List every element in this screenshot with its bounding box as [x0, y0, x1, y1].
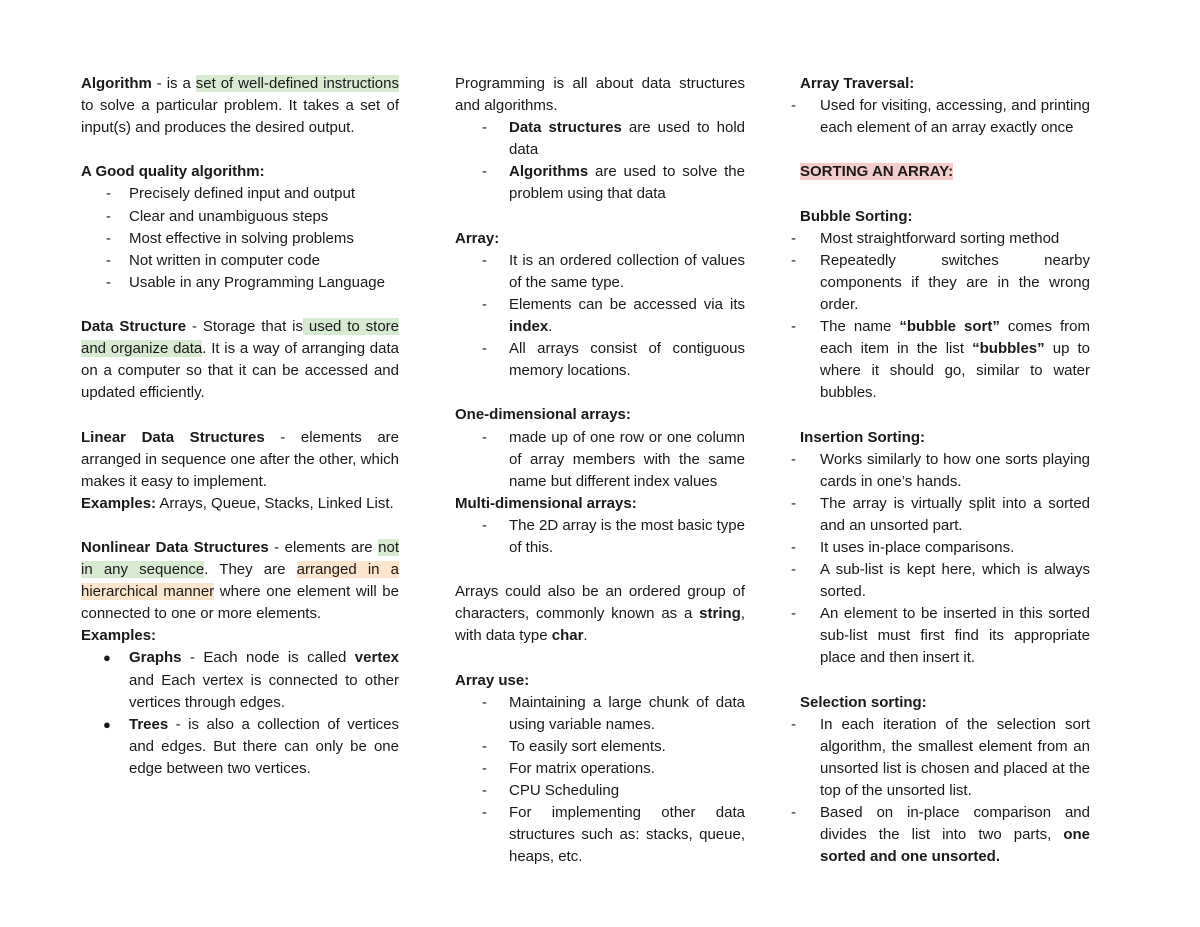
traversal-heading: Array Traversal:: [800, 75, 915, 92]
string-text-c: .: [583, 627, 588, 645]
data-structure-sep: - Storage that is: [186, 318, 303, 336]
item-end: .: [548, 318, 553, 336]
item-text: The name: [820, 318, 900, 336]
algorithm-highlight: set of well-defined instructions: [195, 75, 399, 92]
item-text: All arrays consist of contiguous memory locations.: [509, 340, 745, 380]
nonlinear-sep: - elements are: [268, 538, 379, 556]
linear-rest: - elements are arranged in sequence one after the other, which makes it easy to implement.: [81, 428, 399, 490]
dash-marker: -: [791, 450, 796, 468]
item-text: Repeatedly switches nearby components if they are in the wrong order.: [820, 251, 1090, 313]
string-text-b: , with data type: [455, 605, 745, 645]
item-text: It uses in-place comparisons.: [820, 538, 1015, 556]
dash-marker: -: [482, 516, 487, 534]
insertion-item: [791, 559, 1090, 603]
nonlinear-rest: where one element will be connected to one or more elements.: [81, 583, 399, 623]
multi-dim-item: [455, 515, 745, 559]
array-use-item: [455, 692, 745, 736]
data-structure-term: Data Structure: [81, 318, 187, 336]
graphs-item: [81, 647, 399, 713]
column-2: [455, 73, 745, 868]
array-use-item: [455, 736, 745, 758]
column-1: [81, 73, 399, 780]
good-quality-item: [81, 272, 399, 294]
dash-marker: -: [791, 804, 796, 822]
nonlinear-definition: [81, 537, 399, 625]
dash-marker: -: [106, 273, 111, 291]
dash-marker: -: [106, 185, 111, 203]
intro-item-bold: Data structures: [509, 119, 622, 137]
good-quality-item: [81, 183, 399, 205]
graphs-vertex: vertex: [354, 649, 399, 667]
dash-marker: -: [482, 804, 487, 822]
insertion-heading: Insertion Sorting:: [800, 428, 925, 446]
nonlinear-highlight-2: arranged in a hierarchical manner: [81, 561, 399, 601]
item-text: Not written in computer code: [129, 251, 320, 269]
item-text: Works similarly to how one sorts playing cards in one’s hands.: [820, 450, 1090, 490]
item-text: Most effective in solving problems: [129, 229, 354, 247]
item-text: Usable in any Programming Language: [129, 273, 385, 291]
bullet-marker: ●: [103, 716, 111, 732]
dash-marker: -: [791, 715, 796, 733]
dash-marker: -: [482, 163, 487, 181]
item-text: Precisely defined input and output: [129, 185, 355, 203]
array-use-item: [455, 780, 745, 802]
linear-examples-label: Examples:: [81, 494, 157, 512]
intro-item: [455, 161, 745, 205]
one-dim-item: [455, 427, 745, 493]
dash-marker: -: [482, 693, 487, 711]
bubble-item: [791, 250, 1090, 316]
sorting-heading: [791, 161, 1090, 183]
trees-text: - is also a collection of vertices and edges. But there can only be one edge between two vertices.: [129, 715, 399, 777]
array-use-item: [455, 758, 745, 780]
item-text: CPU Scheduling: [509, 782, 620, 799]
trees-term: Trees: [129, 715, 169, 733]
programming-intro: Programming is all about data structures and algorithms.: [455, 75, 745, 115]
nonlinear-examples-label: Examples:: [81, 627, 157, 645]
dash-marker: -: [482, 759, 487, 777]
sorted-unsorted-term: one sorted and one unsorted.: [820, 826, 1090, 866]
dash-marker: -: [106, 229, 111, 247]
selection-item: [791, 802, 1090, 868]
dash-marker: -: [482, 428, 487, 446]
nonlinear-term: Nonlinear Data Structures: [81, 538, 269, 556]
dash-marker: -: [482, 737, 487, 755]
dash-marker: -: [482, 251, 487, 269]
item-text: For implementing other data structures such as: stacks, queue, heaps, etc.: [509, 804, 745, 866]
dash-marker: -: [482, 340, 487, 358]
nonlinear-mid: . They are: [204, 561, 297, 579]
dash-marker: -: [791, 494, 796, 512]
char-term: char: [551, 627, 584, 645]
algorithm-definition: [81, 73, 399, 139]
item-text: It is an ordered collection of values of the same type.: [509, 251, 745, 291]
array-item: [455, 338, 745, 382]
dash-marker: -: [482, 295, 487, 313]
algorithm-rest: to solve a particular problem. It takes a set of input(s) and produces the desired output.: [81, 97, 399, 137]
index-term: index: [509, 318, 549, 336]
dash-marker: -: [791, 251, 796, 269]
bubble-sort-term: “bubble sort”: [899, 318, 1000, 336]
dash-marker: -: [106, 251, 111, 269]
selection-item: [791, 714, 1090, 802]
good-quality-item: [81, 250, 399, 272]
good-quality-item: [81, 228, 399, 250]
item-text: Clear and unambiguous steps: [129, 207, 329, 225]
intro-item: [455, 117, 745, 161]
item-text: An element to be inserted in this sorted sub-list must first find its appropriate place and then insert it.: [820, 605, 1090, 667]
selection-heading: Selection sorting:: [800, 693, 927, 711]
traversal-item: [791, 95, 1090, 139]
intro-item-text: are used to solve the problem using that data: [509, 163, 745, 203]
graphs-text-b: and Each vertex is connected to other vertices through edges.: [129, 671, 399, 711]
algorithm-sep: - is a: [151, 75, 196, 92]
insertion-item: [791, 493, 1090, 537]
multi-dim-heading: Multi-dimensional arrays:: [455, 494, 637, 512]
dash-marker: -: [791, 561, 796, 579]
data-structure-definition: [81, 316, 399, 404]
dash-marker: -: [791, 318, 796, 336]
insertion-item: [791, 537, 1090, 559]
dash-marker: -: [791, 605, 796, 623]
data-structure-highlight: used to store and organize data: [81, 318, 400, 358]
item-text: Maintaining a large chunk of data using variable names.: [509, 693, 745, 733]
bubble-item: [791, 316, 1090, 404]
linear-examples-text: Arrays, Queue, Stacks, Linked List.: [156, 494, 394, 512]
linear-term: Linear Data Structures: [81, 428, 265, 446]
string-text-a: Arrays could also be an ordered group of characters, commonly known as a: [455, 583, 745, 623]
graphs-text-a: - Each node is called: [181, 649, 355, 667]
bullet-marker: ●: [103, 650, 111, 666]
item-text: made up of one row or one column of array members with the same name but different index values: [509, 428, 745, 490]
graphs-term: Graphs: [129, 649, 182, 667]
trees-item: [81, 714, 399, 780]
one-dim-heading: One-dimensional arrays:: [455, 406, 631, 424]
column-3: [791, 73, 1090, 868]
insertion-item: [791, 449, 1090, 493]
item-text: A sub-list is kept here, which is always sorted.: [820, 561, 1090, 601]
dash-marker: -: [791, 229, 796, 247]
item-text: The 2D array is the most basic type of this.: [509, 516, 745, 556]
intro-item-text: are used to hold data: [509, 119, 745, 159]
dash-marker: -: [482, 119, 487, 137]
item-text: Elements can be accessed via its: [509, 295, 745, 313]
item-text: In each iteration of the selection sort algorithm, the smallest element from an unsorted list is chosen and placed at the top of the unsorted list.: [820, 715, 1090, 799]
bubble-heading: Bubble Sorting:: [800, 207, 913, 225]
array-item: [455, 250, 745, 294]
dash-marker: -: [106, 207, 111, 225]
array-item: [455, 294, 745, 338]
item-text: The array is virtually split into a sorted and an unsorted part.: [820, 494, 1090, 534]
dash-marker: -: [791, 97, 796, 115]
insertion-item: [791, 603, 1090, 669]
good-quality-item: [81, 206, 399, 228]
good-quality-heading: A Good quality algorithm:: [81, 163, 265, 181]
string-term: string: [699, 605, 741, 623]
bubbles-term: “bubbles”: [972, 340, 1045, 358]
item-text: To easily sort elements.: [509, 737, 666, 755]
item-text: Based on in-place comparison and divides the list into two parts,: [820, 804, 1090, 844]
string-paragraph: [455, 581, 745, 647]
array-use-item: [455, 802, 745, 868]
intro-item-bold: Algorithms: [509, 163, 589, 181]
algorithm-term: Algorithm: [81, 75, 152, 92]
item-text: Used for visiting, accessing, and printing each element of an array exactly once: [820, 97, 1090, 137]
item-text: For matrix operations.: [509, 759, 655, 777]
item-text: up to where it should go, similar to water bubbles.: [820, 340, 1091, 402]
array-use-heading: Array use:: [455, 671, 530, 689]
data-structure-rest: . It is a way of arranging data on a computer so that it can be accessed and updated efficiently.: [81, 340, 399, 402]
bubble-item: [791, 228, 1090, 250]
linear-definition: [81, 427, 399, 493]
array-heading: Array:: [455, 229, 500, 247]
sorting-heading-text: SORTING AN ARRAY:: [800, 163, 954, 181]
dash-marker: -: [482, 782, 487, 799]
item-text: comes from each item in the list: [820, 318, 1090, 358]
linear-examples: [81, 493, 399, 515]
dash-marker: -: [791, 538, 796, 556]
item-text: Most straightforward sorting method: [820, 229, 1060, 247]
nonlinear-highlight-1: not in any sequence: [81, 538, 399, 579]
